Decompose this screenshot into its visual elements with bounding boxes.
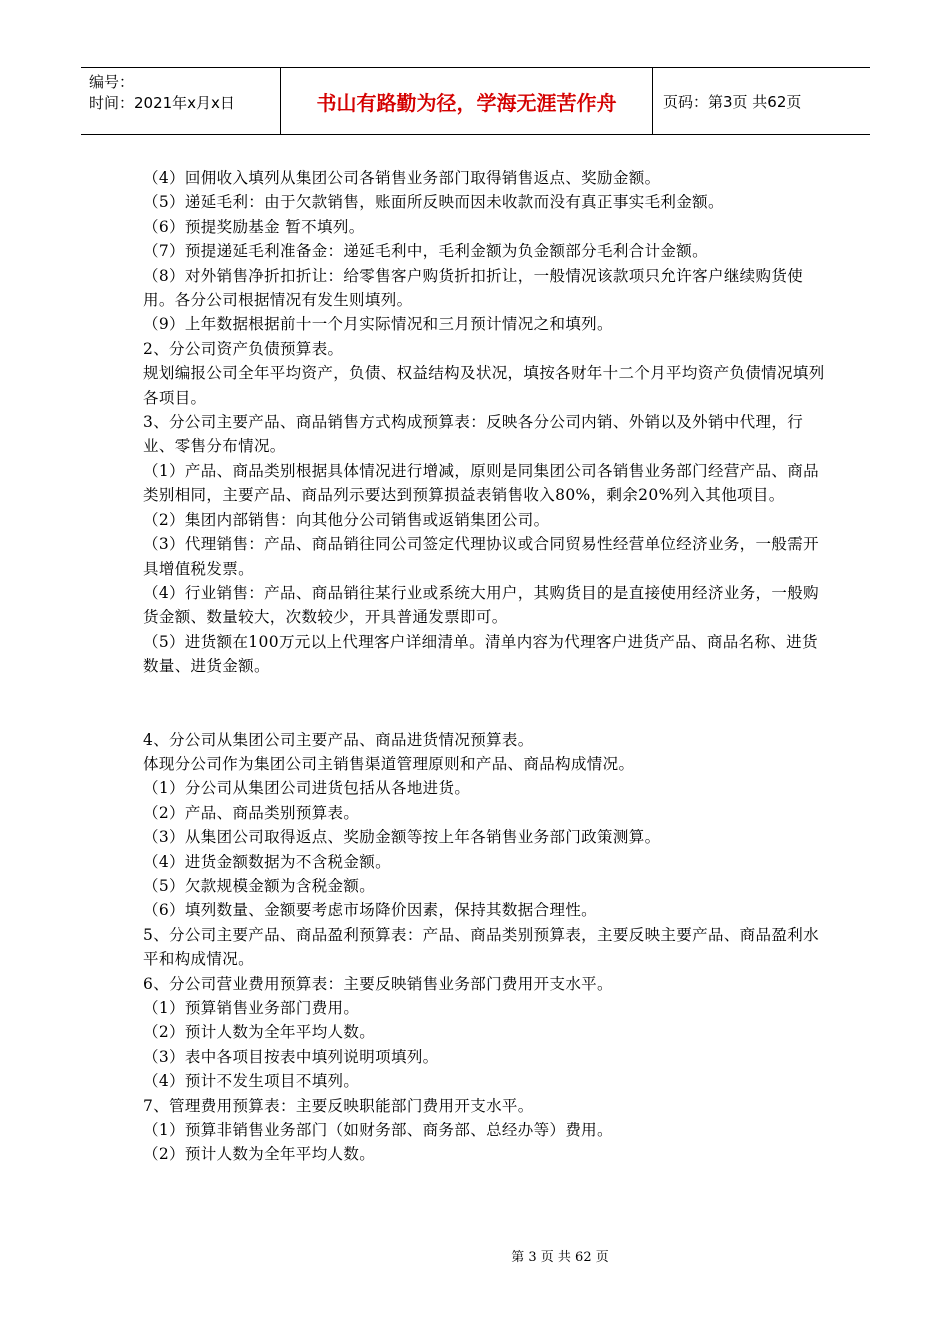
paragraph: 体现分公司作为集团公司主销售渠道管理原则和产品、商品构成情况。 (143, 754, 635, 773)
paragraph: （1）预算非销售业务部门（如财务部、商务部、总经办等）费用。 (143, 1121, 613, 1140)
section-a (143, 166, 833, 679)
heading: 2、分公司资产负债预算表。 (143, 339, 344, 358)
paragraph: （5）进货额在100万元以上代理客户详细清单。清单内容为代理客户进货产品、商品名称、进货数量、进货金额。 (143, 632, 818, 676)
paragraph: （4）行业销售：产品、商品销往某行业或系统大用户，其购货目的是直接使用经济业务，一般购货金额、数量较大，次数较少，开具普通发票即可。 (143, 583, 819, 627)
header-motto: 书山有路勤为径，学海无涯苦作舟 (281, 68, 653, 134)
heading: 7、管理费用预算表：主要反映职能部门费用开支水平。 (143, 1096, 534, 1115)
page-header (81, 67, 870, 135)
paragraph: （8）对外销售净折扣折让：给零售客户购货折扣折让，一般情况该款项只允许客户继续购货使用。各分公司根据情况有发生则填列。 (143, 266, 804, 310)
header-page-info: 页码：第3页 共62页 (663, 92, 802, 111)
doc-number-label: 编号： (89, 73, 135, 91)
paragraph: （4）回佣收入填列从集团公司各销售业务部门取得销售返点、奖励金额。 (143, 169, 661, 187)
paragraph: （9）上年数据根据前十一个月实际情况和三月预计情况之和填列。 (143, 315, 613, 334)
paragraph: （1）预算销售业务部门费用。 (143, 999, 360, 1017)
paragraph: （1）分公司从集团公司进货包括从各地进货。 (143, 779, 471, 798)
paragraph: （6）预提奖励基金 暂不填列。 (143, 217, 365, 236)
heading: 5、分公司主要产品、商品盈利预算表：产品、商品类别预算表，主要反映主要产品、商品盈利水平和构成情况。 (143, 925, 819, 969)
paragraph: （7）预提递延毛利准备金：递延毛利中，毛利金额为负金额部分毛利合计金额。 (143, 242, 708, 261)
paragraph: （2）产品、商品类别预算表。 (143, 803, 360, 822)
section-gap (143, 679, 833, 728)
section-b (143, 728, 833, 1167)
heading: 4、分公司从集团公司主要产品、商品进货情况预算表。 (143, 730, 534, 749)
header-meta-cell (81, 68, 281, 134)
paragraph: （2）集团内部销售：向其他分公司销售或返销集团公司。 (143, 510, 550, 529)
heading: 3、分公司主要产品、商品销售方式构成预算表：反映各分公司内销、外销以及外销中代理，行业、零售分布情况。 (143, 413, 804, 456)
doc-time-label: 时间：2021年x月x日 (89, 94, 235, 112)
paragraph: （5）递延毛利：由于欠款销售，账面所反映而因未收款而没有真正事实毛利金额。 (143, 193, 724, 212)
paragraph: （5）欠款规模金额为含税金额。 (143, 876, 376, 895)
page-footer: 第 3 页 共 62 页 (511, 1250, 609, 1265)
paragraph: （4）进货金额数据为不含税金额。 (143, 852, 391, 871)
paragraph: （3）表中各项目按表中填列说明项填列。 (143, 1047, 439, 1066)
paragraph: （2）预计人数为全年平均人数。 (143, 1023, 376, 1042)
heading: 6、分公司营业费用预算表：主要反映销售业务部门费用开支水平。 (143, 974, 613, 993)
paragraph: 规划编报公司全年平均资产，负债、权益结构及状况，填按各财年十二个月平均资产负债情况填列各项目。 (143, 364, 825, 407)
document-body (143, 166, 833, 1167)
paragraph: （1）产品、商品类别根据具体情况进行增减，原则是同集团公司各销售业务部门经营产品、商品类别相同，主要产品、商品列示要达到预算损益表销售收入80%，剩余20%列入其他项目。 (143, 461, 819, 505)
paragraph: （4）预计不发生项目不填列。 (143, 1072, 360, 1091)
paragraph: （3）从集团公司取得返点、奖励金额等按上年各销售业务部门政策测算。 (143, 828, 661, 847)
paragraph: （2）预计人数为全年平均人数。 (143, 1145, 376, 1164)
paragraph: （6）填列数量、金额要考虑市场降价因素，保持其数据合理性。 (143, 901, 598, 920)
paragraph: （3）代理销售：产品、商品销往同公司签定代理协议或合同贸易性经营单位经济业务，一般需开具增值税发票。 (143, 535, 819, 578)
